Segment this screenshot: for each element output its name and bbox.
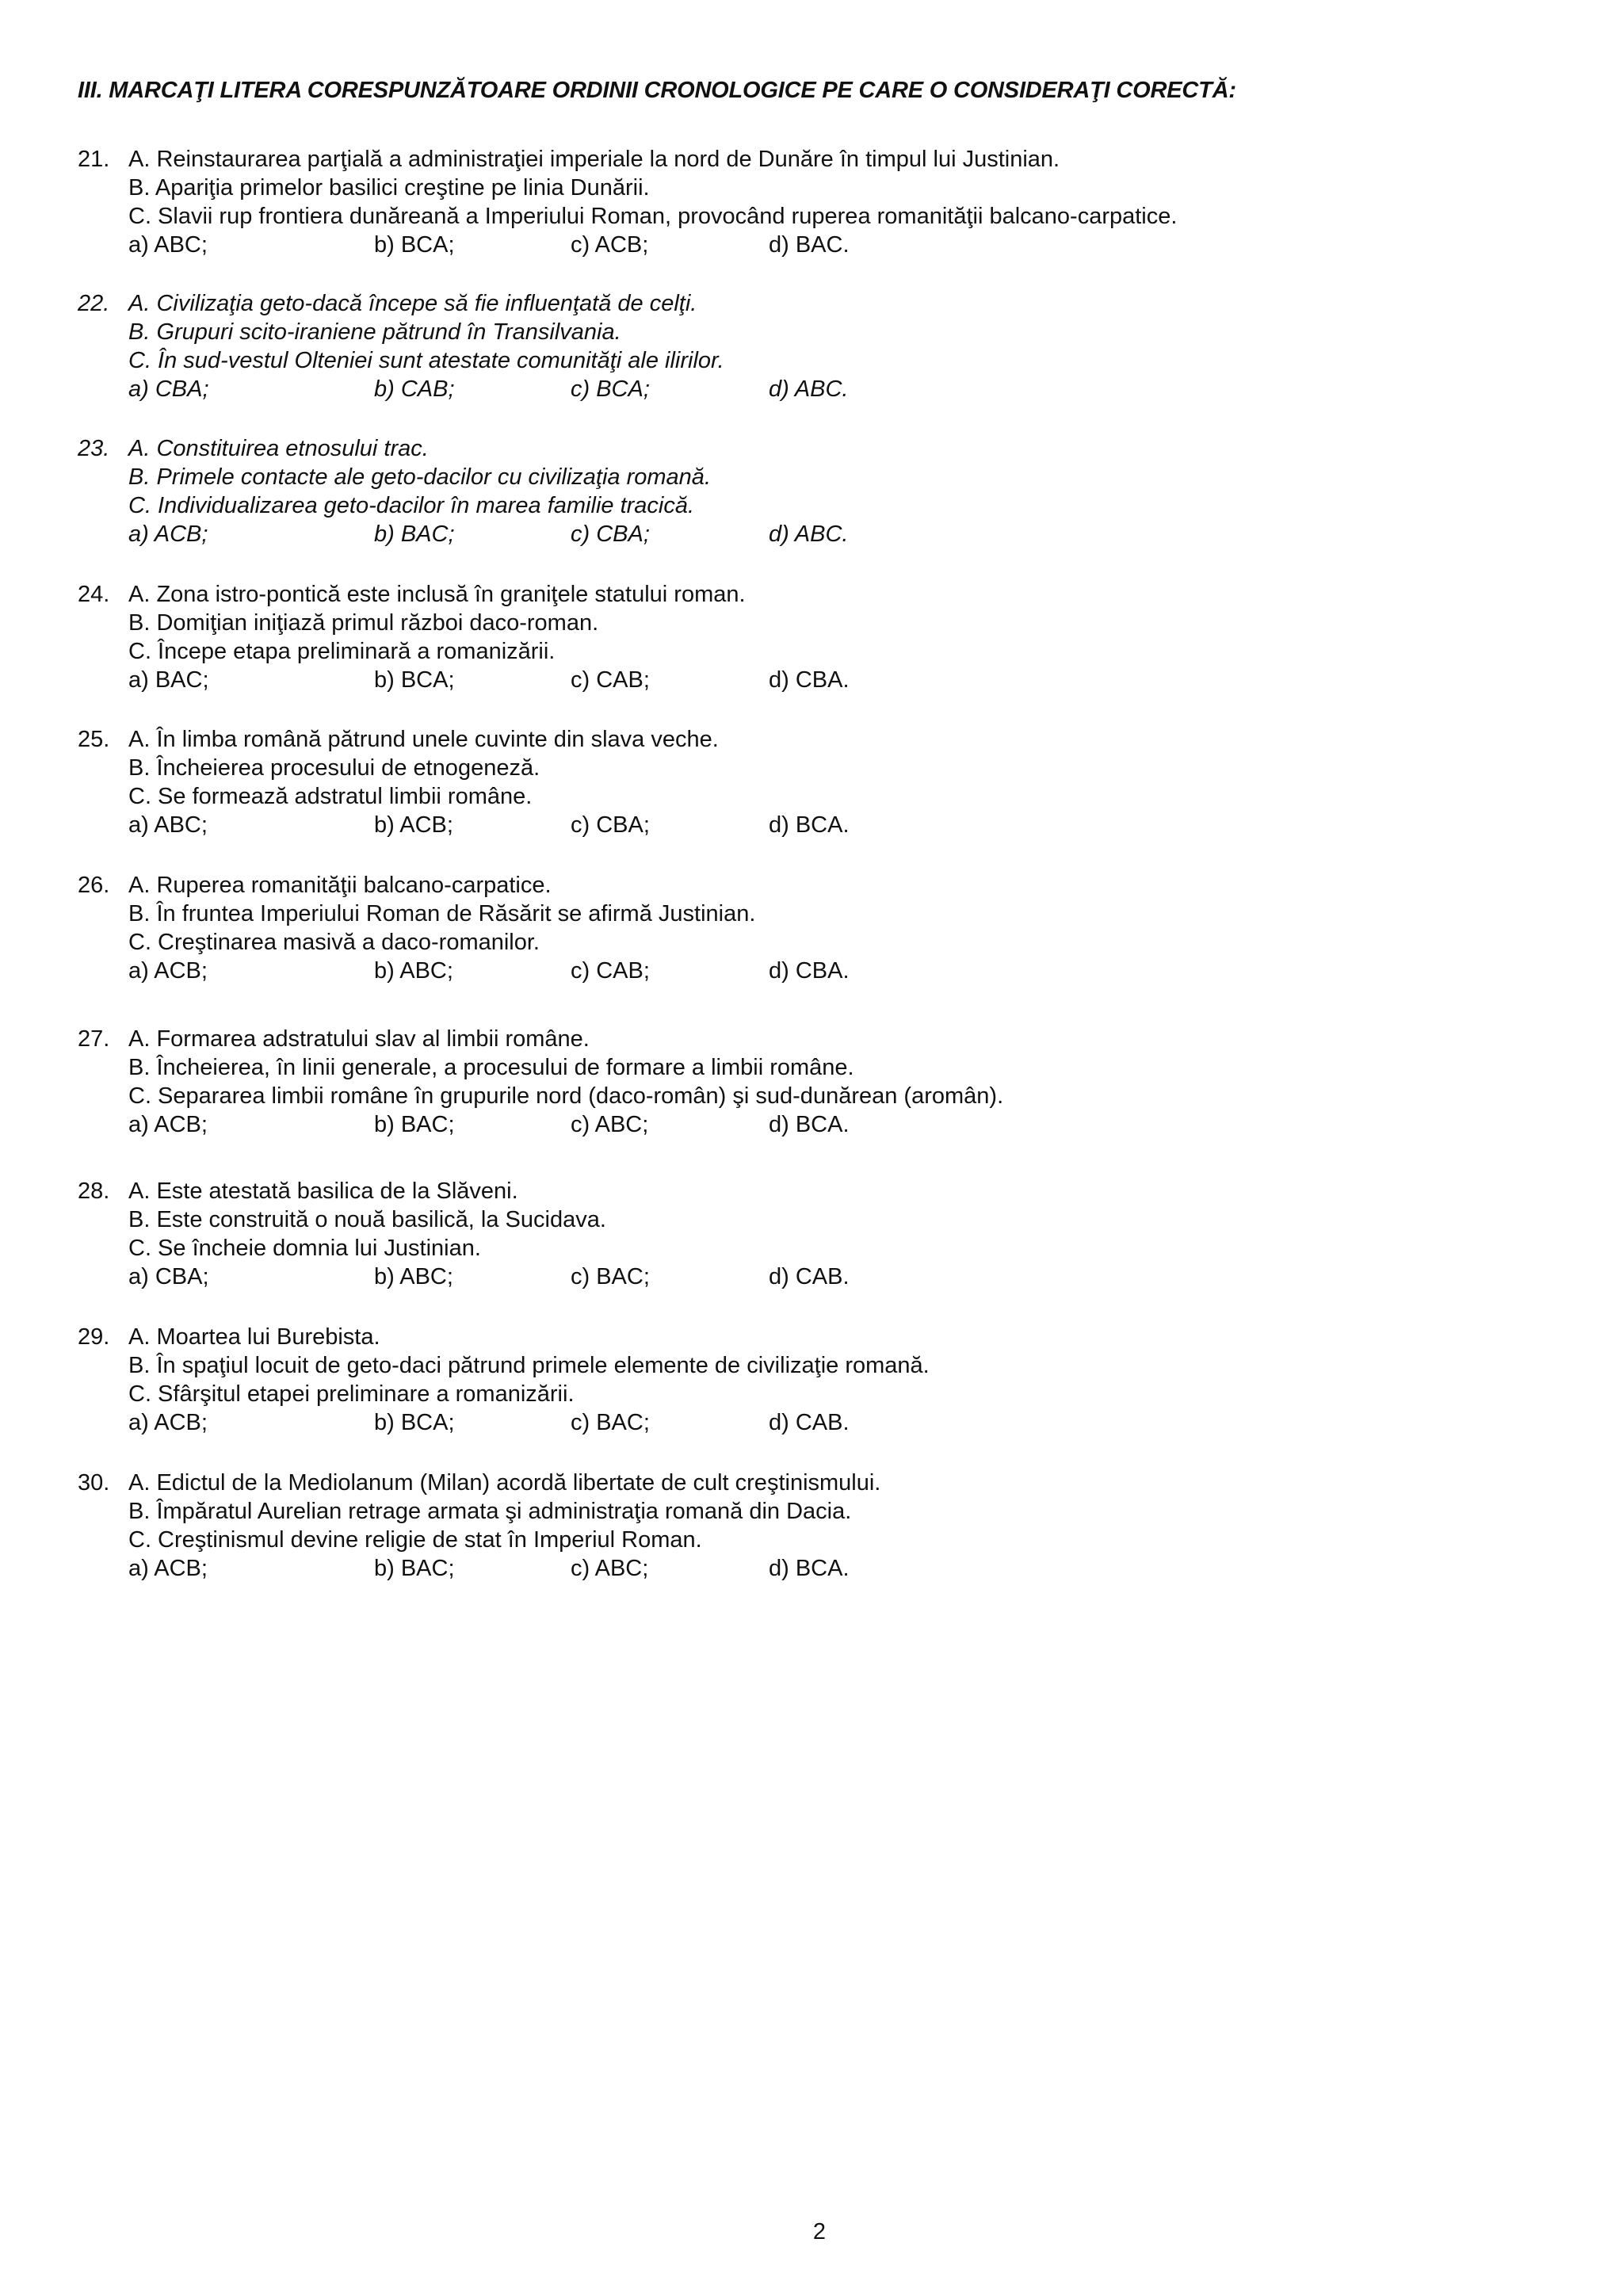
statement-b: B. În spaţiul locuit de geto-daci pătrund primele elemente de civilizaţie romană. <box>128 1353 930 1378</box>
question-number: 27. <box>78 1026 110 1052</box>
answer-option-d[interactable]: d) BCA. <box>769 1556 850 1581</box>
answer-option-b[interactable]: b) ACB; <box>374 812 453 838</box>
statement-a: A. Este atestată basilica de la Slăveni. <box>128 1179 518 1204</box>
question-number: 29. <box>78 1324 110 1350</box>
answer-option-a[interactable]: a) ACB; <box>128 958 208 984</box>
answer-option-a[interactable]: a) BAC; <box>128 667 209 693</box>
answer-option-b[interactable]: b) BAC; <box>374 1556 455 1581</box>
answer-option-d[interactable]: d) ABC. <box>769 521 849 547</box>
question-26 <box>78 871 1544 985</box>
answer-option-b[interactable]: b) BCA; <box>374 1410 455 1435</box>
answer-option-c[interactable]: c) ACB; <box>571 232 649 258</box>
statement-c: C. Separarea limbii române în grupurile nord (daco-român) şi sud-dunărean (aromân). <box>128 1083 1004 1109</box>
question-30 <box>78 1469 1544 1583</box>
statement-c: C. Se încheie domnia lui Justinian. <box>128 1236 481 1261</box>
answer-option-d[interactable]: d) ABC. <box>769 376 849 402</box>
answer-options <box>128 520 1544 548</box>
statement-a: A. Formarea adstratului slav al limbii române. <box>128 1026 590 1052</box>
answer-option-c[interactable]: c) BAC; <box>571 1410 650 1435</box>
answer-option-b[interactable]: b) ABC; <box>374 1264 453 1289</box>
answer-option-b[interactable]: b) BCA; <box>374 667 455 693</box>
statement-b: B. Apariţia primelor basilici creştine pe linia Dunării. <box>128 175 650 201</box>
statement-a: A. Edictul de la Mediolanum (Milan) acordă libertate de cult creştinismului. <box>128 1470 881 1496</box>
answer-option-c[interactable]: c) CBA; <box>571 521 650 547</box>
answer-options <box>128 375 1544 403</box>
statement-b: B. Împăratul Aurelian retrage armata şi administraţia romană din Dacia. <box>128 1499 852 1524</box>
question-number: 30. <box>78 1470 110 1496</box>
statement-b: B. Primele contacte ale geto-dacilor cu civilizaţia romană. <box>128 464 711 490</box>
section-heading: III. MARCAŢI LITERA CORESPUNZĂTOARE ORDINII CRONOLOGICE PE CARE O CONSIDERAŢI CORECTĂ: <box>78 78 1236 103</box>
statement-a: A. Ruperea romanităţii balcano-carpatice. <box>128 873 552 898</box>
question-number: 23. <box>78 436 110 461</box>
question-number: 25. <box>78 727 110 752</box>
answer-options <box>128 811 1544 839</box>
statement-c: C. Individualizarea geto-dacilor în marea familie tracică. <box>128 493 695 518</box>
statement-a: A. Reinstaurarea parţială a administraţiei imperiale la nord de Dunăre în timpul lui Justinian. <box>128 147 1060 172</box>
answer-options <box>128 1408 1544 1437</box>
question-22 <box>78 289 1544 403</box>
answer-option-a[interactable]: a) ACB; <box>128 521 208 547</box>
statement-a: A. Civilizaţia geto-dacă începe să fie influenţată de celţi. <box>128 291 697 316</box>
answer-option-d[interactable]: d) CBA. <box>769 667 850 693</box>
answer-option-c[interactable]: c) ABC; <box>571 1556 649 1581</box>
question-number: 24. <box>78 582 110 607</box>
question-number: 21. <box>78 147 110 172</box>
answer-option-c[interactable]: c) BCA; <box>571 376 650 402</box>
question-24 <box>78 580 1544 694</box>
answer-option-d[interactable]: d) BAC. <box>769 232 850 258</box>
statement-c: C. Se formează adstratul limbii române. <box>128 784 533 809</box>
answer-option-d[interactable]: d) CAB. <box>769 1264 850 1289</box>
answer-option-b[interactable]: b) BCA; <box>374 232 455 258</box>
answer-option-b[interactable]: b) ABC; <box>374 958 453 984</box>
answer-options <box>128 1263 1544 1291</box>
answer-options <box>128 666 1544 694</box>
answer-option-c[interactable]: c) BAC; <box>571 1264 650 1289</box>
question-number: 28. <box>78 1179 110 1204</box>
answer-option-b[interactable]: b) BAC; <box>374 521 455 547</box>
question-27 <box>78 1025 1544 1139</box>
statement-c: C. În sud-vestul Olteniei sunt atestate comunităţi ale ilirilor. <box>128 348 724 373</box>
statement-b: B. Este construită o nouă basilică, la Sucidava. <box>128 1207 606 1232</box>
statement-c: C. Slavii rup frontiera dunăreană a Imperiului Roman, provocând ruperea romanităţii balcano-carpatice. <box>128 204 1178 229</box>
statement-b: B. Încheierea procesului de etnogeneză. <box>128 755 540 781</box>
answer-options <box>128 957 1544 985</box>
statement-c: C. Începe etapa preliminară a romanizării. <box>128 639 556 664</box>
question-25 <box>78 725 1544 839</box>
answer-option-c[interactable]: c) CAB; <box>571 667 650 693</box>
question-number: 26. <box>78 873 110 898</box>
question-28 <box>78 1177 1544 1291</box>
answer-options <box>128 231 1544 259</box>
answer-option-a[interactable]: a) ABC; <box>128 812 208 838</box>
answer-option-a[interactable]: a) ACB; <box>128 1556 208 1581</box>
answer-option-b[interactable]: b) CAB; <box>374 376 455 402</box>
answer-option-a[interactable]: a) CBA; <box>128 1264 209 1289</box>
statement-b: B. În fruntea Imperiului Roman de Răsărit se afirmă Justinian. <box>128 901 756 926</box>
answer-option-d[interactable]: d) BCA. <box>769 1112 850 1137</box>
statement-c: C. Creştinismul devine religie de stat în Imperiul Roman. <box>128 1527 702 1553</box>
answer-options <box>128 1110 1544 1139</box>
answer-options <box>128 1554 1544 1583</box>
answer-option-c[interactable]: c) CAB; <box>571 958 650 984</box>
page-number: 2 <box>812 2219 827 2244</box>
statement-c: C. Creştinarea masivă a daco-romanilor. <box>128 930 540 955</box>
answer-option-d[interactable]: d) CBA. <box>769 958 850 984</box>
statement-a: A. Constituirea etnosului trac. <box>128 436 429 461</box>
statement-a: A. Zona istro-pontică este inclusă în graniţele statului roman. <box>128 582 746 607</box>
question-29 <box>78 1323 1544 1437</box>
statement-a: A. Moartea lui Burebista. <box>128 1324 380 1350</box>
question-21 <box>78 145 1544 259</box>
answer-option-a[interactable]: a) ACB; <box>128 1410 208 1435</box>
answer-option-a[interactable]: a) CBA; <box>128 376 209 402</box>
question-number: 22. <box>78 291 110 316</box>
statement-b: B. Domiţian iniţiază primul război daco-roman. <box>128 610 599 636</box>
answer-option-a[interactable]: a) ABC; <box>128 232 208 258</box>
answer-option-d[interactable]: d) CAB. <box>769 1410 850 1435</box>
answer-option-c[interactable]: c) ABC; <box>571 1112 649 1137</box>
statement-b: B. Grupuri scito-iraniene pătrund în Transilvania. <box>128 319 621 345</box>
answer-option-c[interactable]: c) CBA; <box>571 812 650 838</box>
statement-a: A. În limba română pătrund unele cuvinte din slava veche. <box>128 727 719 752</box>
statement-c: C. Sfârşitul etapei preliminare a romanizării. <box>128 1381 575 1407</box>
answer-option-b[interactable]: b) BAC; <box>374 1112 455 1137</box>
question-23 <box>78 434 1544 548</box>
answer-option-d[interactable]: d) BCA. <box>769 812 850 838</box>
answer-option-a[interactable]: a) ACB; <box>128 1112 208 1137</box>
statement-b: B. Încheierea, în linii generale, a procesului de formare a limbii române. <box>128 1055 854 1080</box>
